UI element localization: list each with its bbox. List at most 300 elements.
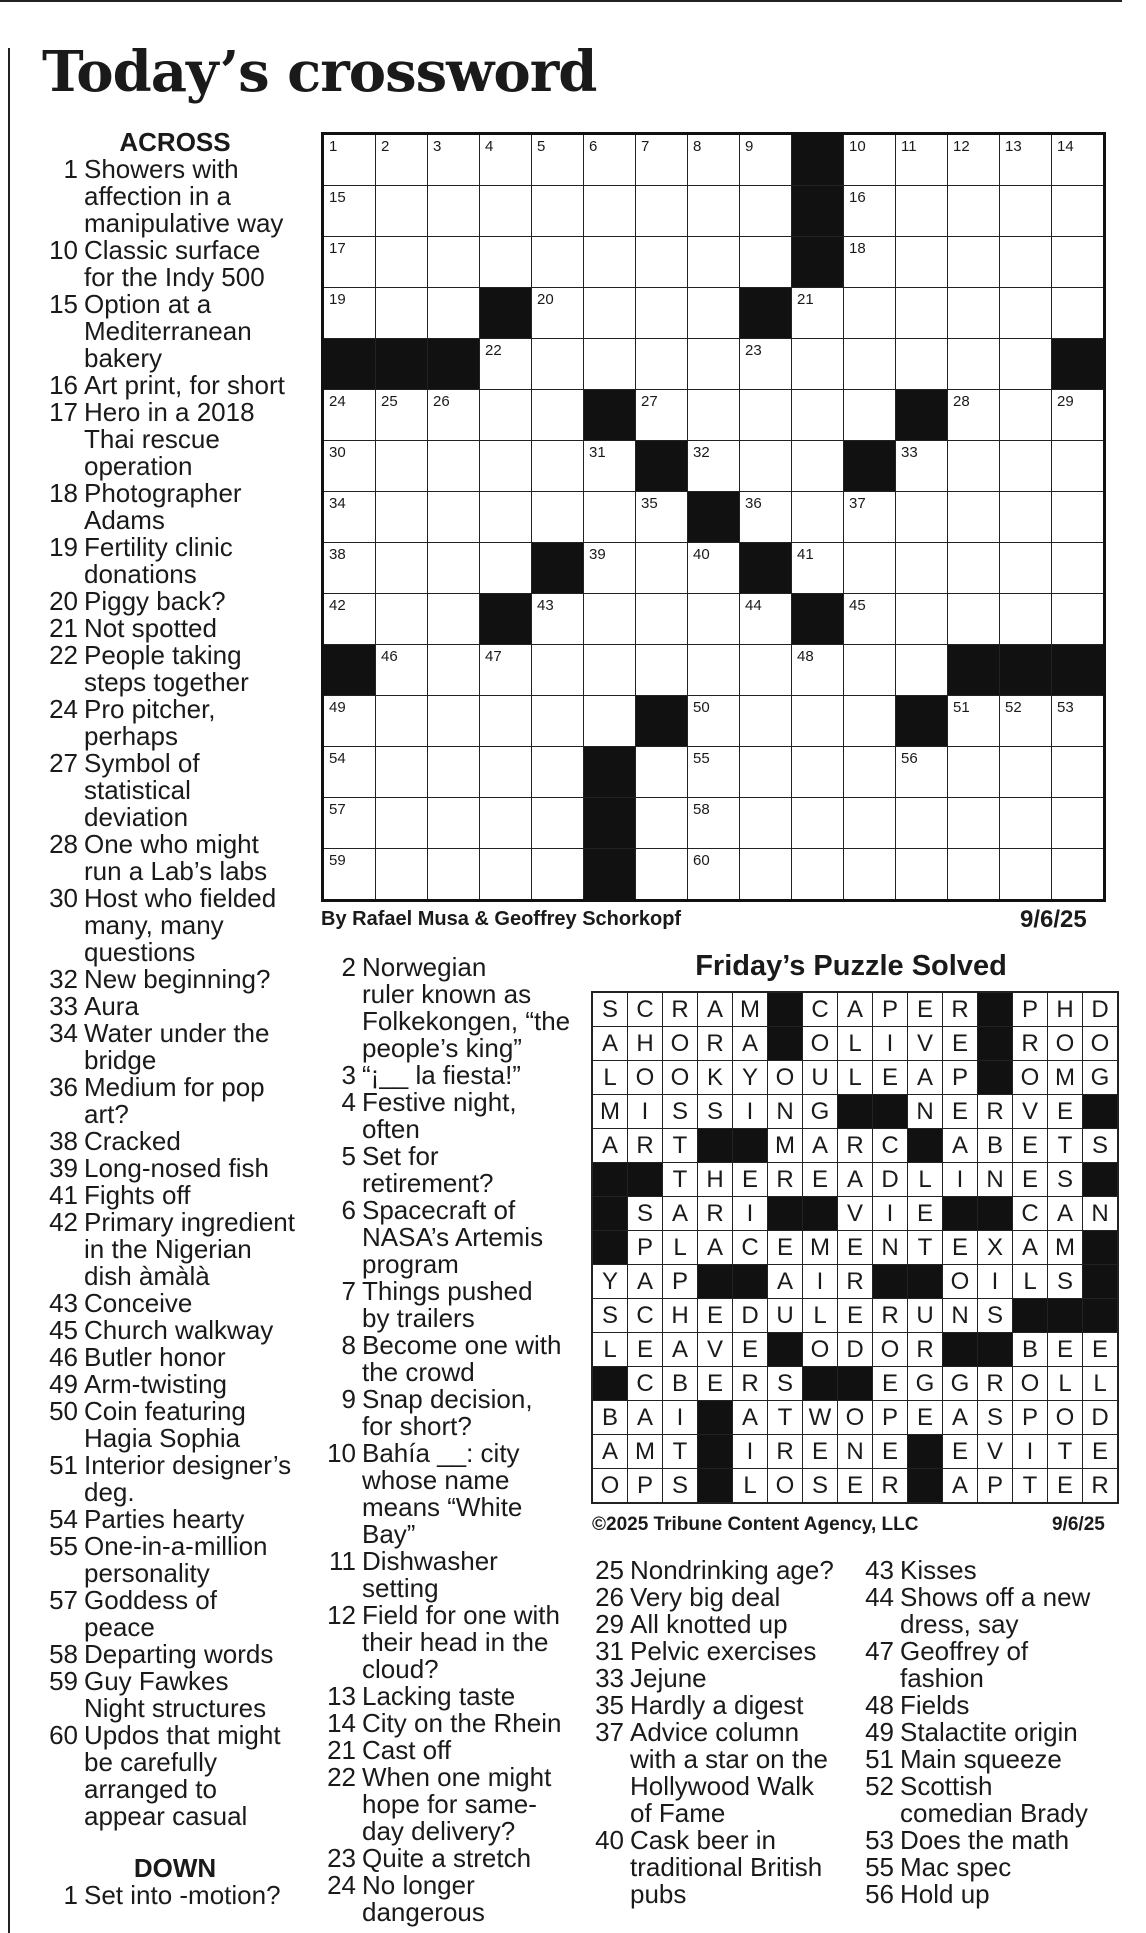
grid-square[interactable] — [428, 798, 480, 849]
grid-square[interactable] — [1000, 288, 1052, 339]
square-number: 6 — [589, 138, 598, 155]
clue-text: in the Nigerian — [84, 1234, 252, 1264]
square-number: 32 — [693, 444, 710, 461]
grid-square[interactable] — [948, 696, 1000, 747]
solution-black-square — [1083, 1231, 1117, 1265]
clue-text: dangerous — [362, 1897, 485, 1927]
solution-letter: A — [768, 1265, 803, 1299]
solved-title: Friday’s Puzzle Solved — [695, 950, 1007, 982]
grid-square[interactable] — [376, 186, 428, 237]
clue-text: Updos that might — [84, 1720, 281, 1750]
grid-square[interactable] — [844, 135, 896, 186]
grid-square[interactable] — [792, 798, 844, 849]
grid-square[interactable] — [1000, 441, 1052, 492]
clue-text: Advice column — [630, 1717, 800, 1747]
clue-text: Spacecraft of — [362, 1195, 516, 1225]
grid-square[interactable] — [844, 747, 896, 798]
grid-square[interactable] — [376, 543, 428, 594]
solution-row — [593, 1061, 1117, 1095]
grid-square[interactable] — [896, 645, 948, 696]
grid-square[interactable] — [1000, 594, 1052, 645]
solution-letter: R — [943, 993, 978, 1027]
clue-item — [322, 1710, 572, 1737]
square-number: 57 — [329, 801, 346, 818]
grid-square[interactable] — [376, 747, 428, 798]
grid-square[interactable] — [584, 339, 636, 390]
grid-square[interactable] — [428, 696, 480, 747]
grid-square[interactable] — [948, 441, 1000, 492]
clue-item — [44, 399, 306, 480]
grid-square[interactable] — [688, 339, 740, 390]
square-number: 30 — [329, 444, 346, 461]
clue-text: peace — [84, 1612, 155, 1642]
clue-number: 43 — [49, 1288, 78, 1318]
grid-square[interactable] — [428, 594, 480, 645]
grid-square[interactable] — [428, 186, 480, 237]
grid-square[interactable] — [636, 747, 688, 798]
grid-square[interactable] — [844, 849, 896, 899]
grid-square[interactable] — [376, 492, 428, 543]
solution-grid — [591, 991, 1119, 1504]
clue-item — [322, 1332, 572, 1386]
solution-letter: W — [803, 1401, 838, 1435]
solution-letter: O — [768, 1061, 803, 1095]
grid-square[interactable] — [740, 441, 792, 492]
grid-square[interactable] — [844, 594, 896, 645]
grid-square[interactable] — [324, 492, 376, 543]
clue-number: 55 — [49, 1531, 78, 1561]
grid-square[interactable] — [792, 441, 844, 492]
black-square — [792, 186, 844, 237]
grid-square[interactable] — [480, 441, 532, 492]
clue-item — [860, 1881, 1120, 1908]
clue-text: Bahía __: city — [362, 1438, 520, 1468]
grid-square[interactable] — [792, 339, 844, 390]
clue-number: 13 — [327, 1681, 356, 1711]
grid-square[interactable] — [428, 849, 480, 899]
solution-letter: A — [663, 1197, 698, 1231]
grid-square[interactable] — [636, 594, 688, 645]
grid-square[interactable] — [896, 339, 948, 390]
grid-square[interactable] — [428, 747, 480, 798]
grid-square[interactable] — [1000, 390, 1052, 441]
clue-text: NASA’s Artemis — [362, 1222, 544, 1252]
grid-square[interactable] — [844, 543, 896, 594]
grid-square[interactable] — [1052, 696, 1103, 747]
clue-text: Hold up — [900, 1879, 990, 1909]
grid-square[interactable] — [792, 696, 844, 747]
solution-row — [593, 993, 1117, 1027]
grid-square[interactable] — [532, 849, 584, 899]
grid-square[interactable] — [896, 288, 948, 339]
grid-row — [324, 849, 1103, 899]
grid-square[interactable] — [376, 849, 428, 899]
grid-square[interactable] — [376, 645, 428, 696]
grid-square[interactable] — [688, 543, 740, 594]
solution-letter: P — [873, 993, 908, 1027]
square-number: 26 — [433, 393, 450, 410]
grid-square[interactable] — [896, 492, 948, 543]
clue-number: 34 — [49, 1018, 78, 1048]
clue-number: 28 — [49, 829, 78, 859]
grid-square[interactable] — [1052, 594, 1103, 645]
square-number: 36 — [745, 495, 762, 512]
solution-letter: E — [1048, 1095, 1083, 1129]
grid-square[interactable] — [844, 696, 896, 747]
solution-letter: V — [838, 1197, 873, 1231]
clue-text: Become one with — [362, 1330, 562, 1360]
grid-square[interactable] — [896, 237, 948, 288]
grid-square[interactable] — [740, 594, 792, 645]
grid-square[interactable] — [584, 543, 636, 594]
solution-letter: C — [873, 1129, 908, 1163]
grid-square[interactable] — [584, 288, 636, 339]
grid-square[interactable] — [844, 339, 896, 390]
grid-square[interactable] — [740, 645, 792, 696]
grid-square[interactable] — [428, 492, 480, 543]
grid-square[interactable] — [688, 288, 740, 339]
grid-square[interactable] — [948, 339, 1000, 390]
grid-square[interactable] — [1052, 390, 1103, 441]
grid-square[interactable] — [688, 390, 740, 441]
grid-square[interactable] — [532, 645, 584, 696]
grid-square[interactable] — [636, 186, 688, 237]
grid-square[interactable] — [480, 645, 532, 696]
grid-square[interactable] — [948, 288, 1000, 339]
grid-square[interactable] — [376, 696, 428, 747]
clue-text: Hero in a 2018 — [84, 397, 255, 427]
grid-square[interactable] — [844, 645, 896, 696]
grid-square[interactable] — [480, 747, 532, 798]
grid-square[interactable] — [428, 441, 480, 492]
solution-letter: P — [978, 1469, 1013, 1502]
clue-number: 55 — [865, 1852, 894, 1882]
clue-text: Fights off — [84, 1180, 191, 1210]
square-number: 45 — [849, 597, 866, 614]
grid-square[interactable] — [896, 849, 948, 899]
clue-item — [322, 954, 572, 1062]
grid-square[interactable] — [688, 186, 740, 237]
clue-item — [322, 1548, 572, 1602]
solution-letter: E — [733, 1163, 768, 1197]
grid-square[interactable] — [948, 798, 1000, 849]
grid-square[interactable] — [948, 186, 1000, 237]
grid-square[interactable] — [636, 390, 688, 441]
grid-square[interactable] — [584, 237, 636, 288]
solution-row — [593, 1469, 1117, 1502]
grid-square[interactable] — [636, 492, 688, 543]
grid-square[interactable] — [532, 390, 584, 441]
grid-square[interactable] — [324, 186, 376, 237]
grid-square[interactable] — [1052, 492, 1103, 543]
square-number: 7 — [641, 138, 650, 155]
grid-square[interactable] — [688, 747, 740, 798]
grid-square[interactable] — [948, 237, 1000, 288]
grid-square[interactable] — [584, 696, 636, 747]
grid-square[interactable] — [480, 135, 532, 186]
solution-letter: L — [838, 1027, 873, 1061]
grid-square[interactable] — [324, 798, 376, 849]
clue-number: 2 — [341, 952, 356, 982]
grid-square[interactable] — [688, 441, 740, 492]
grid-square[interactable] — [428, 543, 480, 594]
solution-letter: A — [1013, 1231, 1048, 1265]
grid-square[interactable] — [636, 798, 688, 849]
grid-square[interactable] — [688, 645, 740, 696]
grid-square[interactable] — [324, 390, 376, 441]
grid-square[interactable] — [792, 849, 844, 899]
grid-square[interactable] — [324, 441, 376, 492]
grid-square[interactable] — [636, 288, 688, 339]
grid-square[interactable] — [740, 492, 792, 543]
grid-square[interactable] — [896, 747, 948, 798]
grid-square[interactable] — [480, 798, 532, 849]
grid-square[interactable] — [844, 492, 896, 543]
grid-square[interactable] — [428, 237, 480, 288]
clue-text: New beginning? — [84, 964, 271, 994]
grid-square[interactable] — [1000, 849, 1052, 899]
solution-letter: N — [908, 1095, 943, 1129]
grid-square[interactable] — [1000, 543, 1052, 594]
clue-number: 23 — [327, 1843, 356, 1873]
grid-square[interactable] — [636, 135, 688, 186]
grid-square[interactable] — [948, 594, 1000, 645]
grid-square[interactable] — [1000, 237, 1052, 288]
clue-text: bridge — [84, 1045, 157, 1075]
solution-letter: L — [1048, 1367, 1083, 1401]
grid-square[interactable] — [428, 645, 480, 696]
square-number: 22 — [485, 342, 502, 359]
clue-item — [44, 1533, 306, 1587]
grid-square[interactable] — [792, 288, 844, 339]
clue-text: Things pushed — [362, 1276, 533, 1306]
clue-text: perhaps — [84, 721, 178, 751]
grid-square[interactable] — [948, 543, 1000, 594]
grid-square[interactable] — [1000, 186, 1052, 237]
solution-black-square — [1048, 1299, 1083, 1333]
grid-square[interactable] — [532, 339, 584, 390]
grid-square[interactable] — [532, 492, 584, 543]
grid-square[interactable] — [584, 492, 636, 543]
grid-square[interactable] — [896, 594, 948, 645]
grid-square[interactable] — [1052, 441, 1103, 492]
grid-square[interactable] — [376, 441, 428, 492]
clue-item — [322, 1683, 572, 1710]
clue-text: Art print, for short — [84, 370, 285, 400]
grid-square[interactable] — [740, 747, 792, 798]
grid-square[interactable] — [896, 135, 948, 186]
grid-square[interactable] — [532, 798, 584, 849]
grid-square[interactable] — [844, 798, 896, 849]
solution-letter: E — [838, 1469, 873, 1502]
grid-square[interactable] — [896, 186, 948, 237]
square-number: 52 — [1005, 699, 1022, 716]
solution-letter: A — [943, 1469, 978, 1502]
grid-square[interactable] — [532, 747, 584, 798]
grid-square[interactable] — [584, 594, 636, 645]
clue-item — [44, 1668, 306, 1722]
grid-square[interactable] — [480, 492, 532, 543]
grid-square[interactable] — [740, 849, 792, 899]
solution-letter: R — [838, 1129, 873, 1163]
grid-square[interactable] — [740, 186, 792, 237]
grid-square[interactable] — [948, 135, 1000, 186]
solution-letter: I — [873, 1197, 908, 1231]
grid-square[interactable] — [1052, 288, 1103, 339]
grid-square[interactable] — [792, 390, 844, 441]
grid-square[interactable] — [688, 696, 740, 747]
clue-item — [44, 993, 306, 1020]
grid-square[interactable] — [532, 288, 584, 339]
grid-square[interactable] — [376, 390, 428, 441]
grid-square[interactable] — [324, 747, 376, 798]
grid-square[interactable] — [428, 135, 480, 186]
grid-square[interactable] — [948, 390, 1000, 441]
grid-square[interactable] — [740, 390, 792, 441]
grid-square[interactable] — [636, 645, 688, 696]
grid-square[interactable] — [1000, 798, 1052, 849]
grid-square[interactable] — [844, 288, 896, 339]
grid-square[interactable] — [480, 543, 532, 594]
clue-text: Folkekongen, “the — [362, 1006, 571, 1036]
grid-square[interactable] — [896, 543, 948, 594]
clue-text: bakery — [84, 343, 163, 373]
grid-square[interactable] — [792, 492, 844, 543]
grid-square[interactable] — [532, 696, 584, 747]
solution-letter: A — [733, 1401, 768, 1435]
clue-item — [590, 1611, 860, 1638]
grid-square[interactable] — [532, 135, 584, 186]
grid-square[interactable] — [584, 441, 636, 492]
grid-square[interactable] — [1000, 135, 1052, 186]
grid-square[interactable] — [1052, 849, 1103, 899]
grid-square[interactable] — [480, 696, 532, 747]
grid-square[interactable] — [792, 645, 844, 696]
grid-square[interactable] — [1052, 186, 1103, 237]
clue-text: hope for same- — [362, 1789, 537, 1819]
grid-square[interactable] — [480, 237, 532, 288]
grid-square[interactable] — [584, 645, 636, 696]
grid-square[interactable] — [844, 390, 896, 441]
grid-square[interactable] — [532, 186, 584, 237]
grid-square[interactable] — [636, 543, 688, 594]
grid-square[interactable] — [324, 696, 376, 747]
grid-square[interactable] — [480, 339, 532, 390]
clue-text: Norwegian — [362, 952, 487, 982]
grid-square[interactable] — [376, 798, 428, 849]
clue-number: 49 — [865, 1717, 894, 1747]
grid-square[interactable] — [376, 135, 428, 186]
grid-square[interactable] — [688, 135, 740, 186]
grid-square[interactable] — [636, 237, 688, 288]
grid-square[interactable] — [428, 288, 480, 339]
grid-square[interactable] — [532, 594, 584, 645]
grid-square[interactable] — [896, 798, 948, 849]
grid-square[interactable] — [532, 441, 584, 492]
grid-square[interactable] — [688, 594, 740, 645]
grid-square[interactable] — [948, 747, 1000, 798]
grid-square[interactable] — [1052, 135, 1103, 186]
grid-square[interactable] — [740, 135, 792, 186]
grid-square[interactable] — [428, 390, 480, 441]
grid-square[interactable] — [532, 237, 584, 288]
black-square — [1000, 645, 1052, 696]
grid-square[interactable] — [740, 237, 792, 288]
grid-square[interactable] — [1052, 543, 1103, 594]
grid-square[interactable] — [1052, 237, 1103, 288]
grid-square[interactable] — [324, 543, 376, 594]
grid-square[interactable] — [688, 237, 740, 288]
solution-letter: I — [733, 1435, 768, 1469]
grid-square[interactable] — [376, 594, 428, 645]
grid-square[interactable] — [740, 696, 792, 747]
solution-letter: P — [628, 1469, 663, 1502]
square-number: 42 — [329, 597, 346, 614]
grid-square[interactable] — [896, 441, 948, 492]
grid-square[interactable] — [740, 798, 792, 849]
grid-square[interactable] — [948, 492, 1000, 543]
grid-square[interactable] — [636, 849, 688, 899]
clue-text: retirement? — [362, 1168, 494, 1198]
grid-square[interactable] — [844, 186, 896, 237]
solution-letter: E — [873, 1367, 908, 1401]
grid-square[interactable] — [376, 237, 428, 288]
clue-number: 4 — [341, 1087, 356, 1117]
clue-number: 41 — [49, 1180, 78, 1210]
grid-square[interactable] — [324, 237, 376, 288]
grid-square[interactable] — [1000, 492, 1052, 543]
clue-item — [590, 1827, 860, 1908]
grid-square[interactable] — [792, 747, 844, 798]
grid-square[interactable] — [480, 849, 532, 899]
grid-square[interactable] — [1052, 798, 1103, 849]
grid-square[interactable] — [324, 594, 376, 645]
square-number: 53 — [1057, 699, 1074, 716]
clue-text: Main squeeze — [900, 1744, 1062, 1774]
grid-square[interactable] — [688, 798, 740, 849]
grid-square[interactable] — [636, 339, 688, 390]
grid-square[interactable] — [584, 135, 636, 186]
grid-square[interactable] — [792, 543, 844, 594]
solution-black-square — [838, 1367, 873, 1401]
solution-letter: N — [873, 1231, 908, 1265]
grid-square[interactable] — [480, 390, 532, 441]
grid-square[interactable] — [844, 237, 896, 288]
solution-black-square — [908, 1129, 943, 1163]
grid-square[interactable] — [324, 135, 376, 186]
grid-square[interactable] — [948, 849, 1000, 899]
grid-square[interactable] — [480, 186, 532, 237]
grid-square[interactable] — [584, 186, 636, 237]
grid-square[interactable] — [1000, 339, 1052, 390]
grid-square[interactable] — [1000, 696, 1052, 747]
clue-text: One-in-a-million — [84, 1531, 268, 1561]
solution-letter: S — [803, 1469, 838, 1502]
grid-square[interactable] — [1000, 747, 1052, 798]
grid-square[interactable] — [376, 288, 428, 339]
grid-square[interactable] — [1052, 747, 1103, 798]
grid-square[interactable] — [324, 288, 376, 339]
grid-square[interactable] — [688, 849, 740, 899]
grid-square[interactable] — [324, 849, 376, 899]
clue-item — [322, 1602, 572, 1683]
clue-text: Mediterranean — [84, 316, 252, 346]
square-number: 18 — [849, 240, 866, 257]
solution-black-square — [978, 1333, 1013, 1367]
grid-square[interactable] — [740, 339, 792, 390]
clue-text: Nondrinking age? — [630, 1555, 834, 1585]
clue-item — [860, 1638, 1120, 1692]
